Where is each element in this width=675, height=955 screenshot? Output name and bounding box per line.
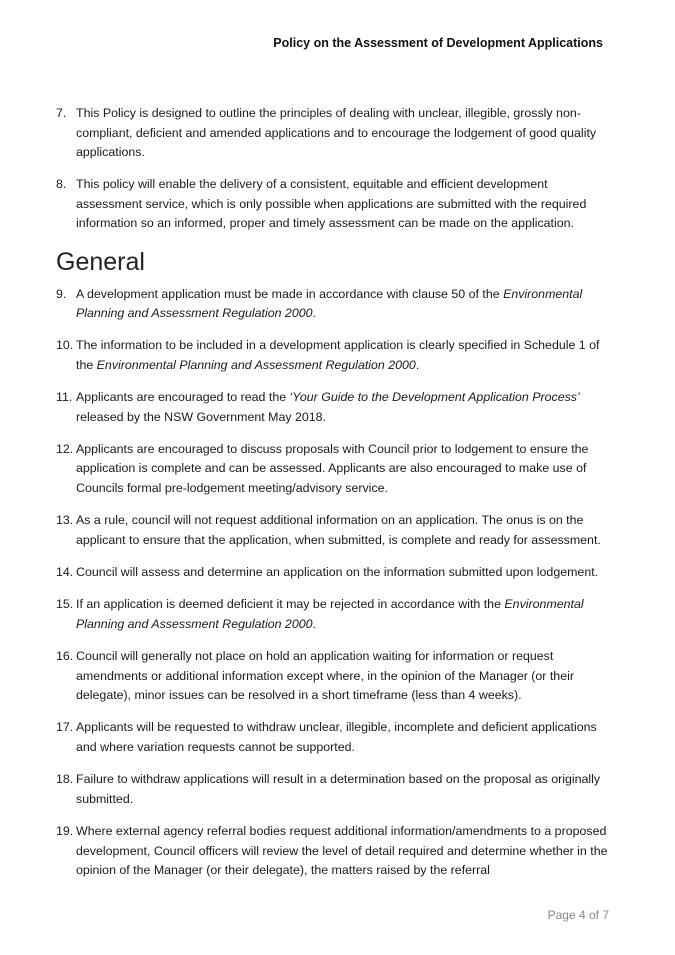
item-text: Applicants will be requested to withdraw unclear, illegible, incomplete and deficient applications and where variation requests cannot be supported. <box>76 720 597 754</box>
list-item <box>56 336 616 375</box>
item-number: 8. <box>56 177 67 192</box>
list-item <box>56 285 616 324</box>
item-text: As a rule, council will not request additional information on an application. The onus is on the applicant to ensure that the application, when submitted, is complete and ready for assessment. <box>76 513 601 547</box>
item-text-end: . <box>312 616 316 631</box>
list-item <box>56 104 616 163</box>
list-item <box>56 647 616 706</box>
item-text: Where external agency referral bodies request additional information/amendments to a proposed development, Council officers will review the level of detail required and determine whether in the opinion of the Manager (or their delegate), the matters raised by the referral <box>76 824 608 878</box>
item-number: 10. <box>56 338 74 353</box>
page-header-title: Policy on the Assessment of Development Applications <box>273 36 603 50</box>
item-number: 16. <box>56 649 74 664</box>
item-number: 13. <box>56 513 74 528</box>
item-number: 12. <box>56 441 74 456</box>
list-item <box>56 563 616 583</box>
item-text-italic: ‘Your Guide to the Development Application Process’ <box>289 390 580 405</box>
item-text-italic: Environmental Planning and Assessment Regulation 2000 <box>76 286 583 321</box>
item-number: 14. <box>56 565 74 580</box>
list-item <box>56 511 616 550</box>
item-text: A development application must be made in accordance with clause 50 of the <box>76 286 504 301</box>
item-text: Council will assess and determine an application on the information submitted upon lodgement. <box>76 565 599 580</box>
list-item <box>56 822 616 881</box>
item-text: The information to be included in a development application is clearly specified in Schedule 1 of the <box>76 338 600 372</box>
item-text: This policy will enable the delivery of a consistent, equitable and efficient development assessment service, which is only possible when applications are submitted with the required information so an informed, proper and timely assessment can be made on the application. <box>76 177 587 231</box>
list-item <box>56 718 616 757</box>
list-item <box>56 175 616 234</box>
general-list <box>56 285 616 881</box>
section-heading-general: General <box>56 247 145 276</box>
item-text-italic: Environmental Planning and Assessment Regulation 2000 <box>96 357 416 372</box>
item-number: 18. <box>56 772 74 787</box>
intro-list <box>56 104 616 234</box>
item-number: 17. <box>56 720 74 735</box>
item-text-italic: Environmental Planning and Assessment Regulation 2000 <box>76 597 584 631</box>
item-text: Failure to withdraw applications will result in a determination based on the proposal as originally submitted. <box>76 772 601 806</box>
item-text: If an application is deemed deficient it may be rejected in accordance with the <box>76 597 505 612</box>
item-text: Applicants are encouraged to discuss proposals with Council prior to lodgement to ensure the application is complete and can be assessed. Applicants are also encouraged to make use of Councils formal pre-lodgement meeting/advisory service. <box>76 441 589 495</box>
item-text-end: released by the NSW Government May 2018. <box>76 409 326 424</box>
item-text-end: . <box>415 357 420 372</box>
list-item <box>56 440 616 499</box>
item-text-end: . <box>312 306 316 321</box>
document-body <box>56 104 616 893</box>
page-number: Page 4 of 7 <box>547 908 609 922</box>
list-item <box>56 770 616 809</box>
item-number: 7. <box>56 106 67 120</box>
list-item <box>56 595 616 634</box>
item-number: 9. <box>56 286 67 301</box>
item-number: 19. <box>56 824 74 839</box>
item-number: 11. <box>56 390 73 405</box>
item-number: 15. <box>56 597 74 612</box>
item-text: Applicants are encouraged to read the <box>76 390 290 405</box>
item-text: Council will generally not place on hold an application waiting for information or request amendments or additional information except where, in the opinion of the Manager (or their delegate), minor issues can be resolved in a short timeframe (less than 4 weeks). <box>76 649 574 703</box>
item-text: This Policy is designed to outline the principles of dealing with unclear, illegible, grossly non-compliant, deficient and amended applications and to encourage the lodgement of good quality applications. <box>76 106 597 159</box>
list-item <box>56 388 616 427</box>
